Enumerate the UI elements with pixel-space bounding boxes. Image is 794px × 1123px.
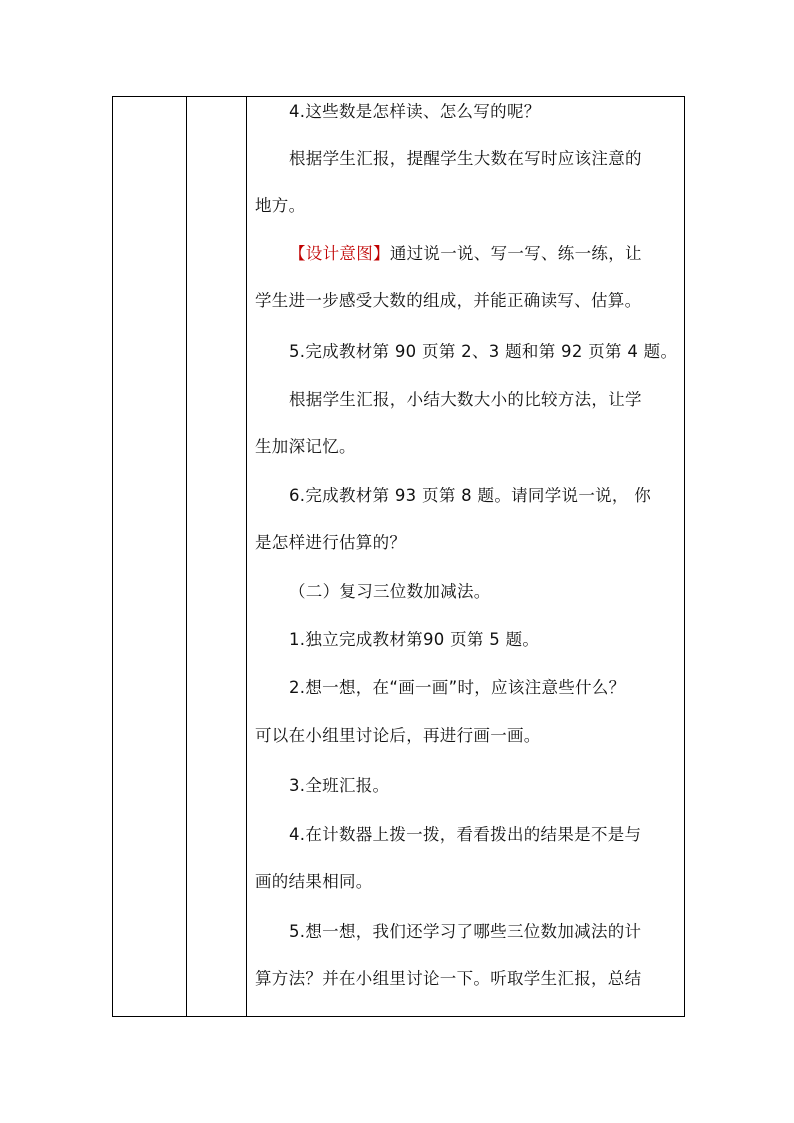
paragraph-line: 生加深记忆。 bbox=[255, 437, 356, 456]
paragraph-line: 3.全班汇报。 bbox=[289, 776, 390, 795]
paragraph-line: 可以在小组里讨论后，再进行画一画。 bbox=[255, 726, 541, 745]
paragraph-line: 2.想一想，在“画一画”时，应该注意些什么？ bbox=[289, 678, 626, 697]
paragraph-line: 是怎样进行估算的？ bbox=[255, 533, 407, 552]
paragraph-line: 算方法？并在小组里讨论一下。听取学生汇报，总结 bbox=[255, 969, 642, 988]
paragraph-line: 通过说一说、写一写、练一练，让 bbox=[389, 244, 642, 263]
paragraph-line: 地方。 bbox=[255, 196, 306, 215]
paragraph-line: 学生进一步感受大数的组成，并能正确读写、估算。 bbox=[255, 291, 642, 310]
paragraph-line: 根据学生汇报，提醒学生大数在写时应该注意的 bbox=[289, 149, 642, 168]
paragraph-line: 1.独立完成教材第90 页第 5 题。 bbox=[289, 630, 540, 649]
paragraph-line: 5.完成教材第 90 页第 2、3 题和第 92 页第 4 题。 bbox=[289, 342, 678, 361]
design-intent-label: 【设计意图】 bbox=[289, 244, 390, 263]
paragraph-line: 4.这些数是怎样读、怎么写的呢？ bbox=[289, 102, 541, 121]
paragraph-line: 5.想一想，我们还学习了哪些三位数加减法的计 bbox=[289, 922, 642, 941]
paragraph-line: 画的结果相同。 bbox=[255, 872, 373, 891]
section-heading: （二）复习三位数加减法。 bbox=[289, 582, 491, 601]
paragraph-line: 根据学生汇报，小结大数大小的比较方法，让学 bbox=[289, 390, 642, 409]
table-column-divider bbox=[246, 97, 247, 1016]
table-column-divider bbox=[186, 97, 187, 1016]
paragraph-line: 4.在计数器上拨一拨，看看拨出的结果是不是与 bbox=[289, 825, 642, 844]
design-intent-paragraph bbox=[255, 242, 713, 266]
paragraph-line: 6.完成教材第 93 页第 8 题。请同学说一说， 你 bbox=[289, 486, 652, 505]
